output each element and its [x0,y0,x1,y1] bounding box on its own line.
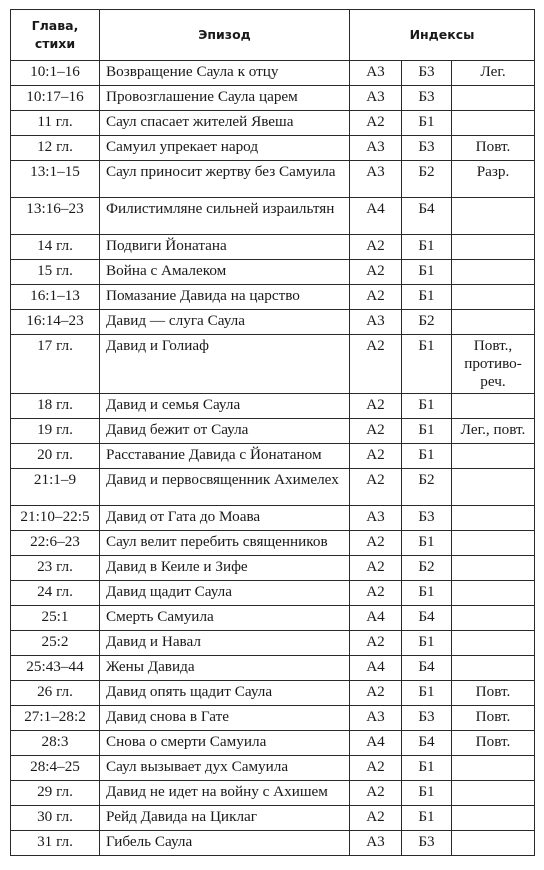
chapter-cell: 12 гл. [11,136,100,161]
table-row [11,394,535,419]
index-b-cell: Б1 [402,235,452,260]
note-cell [452,111,535,136]
chapter-cell: 28:4–25 [11,756,100,781]
index-b-cell: Б2 [402,556,452,581]
index-a-cell: А2 [350,235,402,260]
index-a-cell: А3 [350,831,402,856]
index-a-cell: А3 [350,161,402,198]
note-cell [452,260,535,285]
index-b-cell: Б1 [402,581,452,606]
index-a-cell: А2 [350,631,402,656]
table-row [11,285,535,310]
note-cell: Повт. [452,136,535,161]
chapter-cell: 24 гл. [11,581,100,606]
index-a-cell: А2 [350,260,402,285]
episode-cell: Подвиги Йонатана [100,235,350,260]
index-b-cell: Б1 [402,681,452,706]
index-b-cell: Б1 [402,335,452,394]
episode-cell: Гибель Саула [100,831,350,856]
index-b-cell: Б1 [402,781,452,806]
table-row [11,310,535,335]
episode-cell: Саул приносит жертву без Самуила [100,161,350,198]
column-header-episode: Эпизод [100,10,350,61]
table-row [11,806,535,831]
note-cell [452,581,535,606]
note-cell [452,656,535,681]
index-b-cell: Б1 [402,444,452,469]
table-row [11,161,535,198]
index-b-cell: Б4 [402,606,452,631]
note-cell: Лег. [452,61,535,86]
index-a-cell: А2 [350,781,402,806]
index-b-cell: Б3 [402,506,452,531]
chapter-cell: 25:2 [11,631,100,656]
note-cell [452,506,535,531]
table-row [11,444,535,469]
column-header-indices: Индексы [350,10,535,61]
episode-cell: Саул спасает жителей Явеша [100,111,350,136]
note-cell: Повт. [452,681,535,706]
index-a-cell: А4 [350,198,402,235]
note-cell [452,444,535,469]
chapter-cell: 16:1–13 [11,285,100,310]
note-cell [452,86,535,111]
index-a-cell: А2 [350,469,402,506]
index-a-cell: А3 [350,310,402,335]
table-row [11,61,535,86]
index-b-cell: Б3 [402,706,452,731]
table-row [11,335,535,394]
chapter-cell: 15 гл. [11,260,100,285]
episode-cell: Провозглашение Саула царем [100,86,350,111]
episode-cell: Давид — слуга Саула [100,310,350,335]
table-row [11,419,535,444]
chapter-cell: 22:6–23 [11,531,100,556]
episode-cell: Саул вызывает дух Самуила [100,756,350,781]
chapter-cell: 10:1–16 [11,61,100,86]
index-a-cell: А4 [350,656,402,681]
table-row [11,656,535,681]
chapter-cell: 27:1–28:2 [11,706,100,731]
note-cell [452,469,535,506]
index-a-cell: А3 [350,506,402,531]
episode-cell: Снова о смерти Самуила [100,731,350,756]
episode-cell: Давид опять щадит Саула [100,681,350,706]
episode-cell: Смерть Самуила [100,606,350,631]
index-a-cell: А2 [350,285,402,310]
table-row [11,469,535,506]
index-a-cell: А2 [350,681,402,706]
table-row [11,235,535,260]
note-cell [452,285,535,310]
index-a-cell: А2 [350,111,402,136]
index-a-cell: А2 [350,581,402,606]
chapter-cell: 13:1–15 [11,161,100,198]
index-a-cell: А2 [350,394,402,419]
episode-cell: Давид в Кеиле и Зифе [100,556,350,581]
index-a-cell: А2 [350,806,402,831]
chapter-cell: 20 гл. [11,444,100,469]
episode-cell: Давид не идет на войну с Ахишем [100,781,350,806]
chapter-cell: 10:17–16 [11,86,100,111]
note-cell [452,310,535,335]
episode-cell: Возвращение Саула к отцу [100,61,350,86]
episode-cell: Давид щадит Саула [100,581,350,606]
chapter-cell: 17 гл. [11,335,100,394]
table-row [11,531,535,556]
index-b-cell: Б2 [402,310,452,335]
index-b-cell: Б4 [402,198,452,235]
index-b-cell: Б1 [402,756,452,781]
chapter-cell: 28:3 [11,731,100,756]
table-row [11,606,535,631]
table-row [11,260,535,285]
index-a-cell: А2 [350,444,402,469]
chapter-cell: 21:1–9 [11,469,100,506]
index-b-cell: Б1 [402,394,452,419]
chapter-cell: 26 гл. [11,681,100,706]
index-a-cell: А2 [350,556,402,581]
index-a-cell: А4 [350,731,402,756]
episode-cell: Саул велит перебить священников [100,531,350,556]
episode-cell: Давид от Гата до Моава [100,506,350,531]
episode-cell: Война с Амалеком [100,260,350,285]
note-cell: Разр. [452,161,535,198]
episode-cell: Рейд Давида на Циклаг [100,806,350,831]
index-a-cell: А2 [350,419,402,444]
episode-cell: Помазание Давида на царство [100,285,350,310]
episode-cell: Давид и первосвященник Ахимелех [100,469,350,506]
chapter-cell: 18 гл. [11,394,100,419]
episode-cell: Расставание Давида с Йонатаном [100,444,350,469]
index-a-cell: А3 [350,86,402,111]
chapter-cell: 23 гл. [11,556,100,581]
column-header-chapter: Глава, стихи [11,10,100,61]
index-a-cell: А3 [350,136,402,161]
index-b-cell: Б1 [402,419,452,444]
table-row [11,86,535,111]
episodes-table [10,9,535,856]
table-row [11,731,535,756]
index-b-cell: Б2 [402,469,452,506]
index-b-cell: Б4 [402,656,452,681]
episode-cell: Давид снова в Гате [100,706,350,731]
episode-cell: Давид и семья Саула [100,394,350,419]
note-cell: Лег., повт. [452,419,535,444]
note-cell [452,606,535,631]
index-b-cell: Б1 [402,806,452,831]
note-cell [452,198,535,235]
chapter-cell: 30 гл. [11,806,100,831]
index-a-cell: А2 [350,531,402,556]
episode-cell: Филистимляне сильней израильтян [100,198,350,235]
chapter-cell: 25:43–44 [11,656,100,681]
table-row [11,581,535,606]
index-a-cell: А2 [350,335,402,394]
table-row [11,831,535,856]
chapter-cell: 16:14–23 [11,310,100,335]
chapter-cell: 11 гл. [11,111,100,136]
table-row [11,506,535,531]
table-row [11,681,535,706]
episode-cell: Самуил упрекает народ [100,136,350,161]
note-cell [452,806,535,831]
episode-cell: Давид бежит от Саула [100,419,350,444]
note-cell [452,394,535,419]
chapter-cell: 31 гл. [11,831,100,856]
index-b-cell: Б3 [402,86,452,111]
episode-cell: Давид и Навал [100,631,350,656]
chapter-cell: 13:16–23 [11,198,100,235]
index-a-cell: А4 [350,606,402,631]
index-a-cell: А3 [350,706,402,731]
chapter-cell: 29 гл. [11,781,100,806]
index-b-cell: Б3 [402,831,452,856]
table-row [11,111,535,136]
index-b-cell: Б1 [402,531,452,556]
index-b-cell: Б4 [402,731,452,756]
table-header-row [11,10,535,61]
index-b-cell: Б3 [402,61,452,86]
table-row [11,136,535,161]
episode-cell: Давид и Голиаф [100,335,350,394]
note-cell [452,531,535,556]
note-cell: Повт. [452,731,535,756]
index-b-cell: Б2 [402,161,452,198]
chapter-cell: 19 гл. [11,419,100,444]
table-row [11,631,535,656]
note-cell: Повт. [452,706,535,731]
index-b-cell: Б1 [402,285,452,310]
note-cell: Повт., противо-реч. [452,335,535,394]
index-b-cell: Б1 [402,631,452,656]
chapter-cell: 14 гл. [11,235,100,260]
index-b-cell: Б1 [402,111,452,136]
episode-cell: Жены Давида [100,656,350,681]
index-a-cell: А3 [350,61,402,86]
index-b-cell: Б3 [402,136,452,161]
note-cell [452,781,535,806]
chapter-cell: 25:1 [11,606,100,631]
note-cell [452,831,535,856]
note-cell [452,235,535,260]
note-cell [452,756,535,781]
table-row [11,781,535,806]
table-row [11,198,535,235]
note-cell [452,556,535,581]
chapter-cell: 21:10–22:5 [11,506,100,531]
table-row [11,556,535,581]
index-a-cell: А2 [350,756,402,781]
note-cell [452,631,535,656]
table-row [11,706,535,731]
table-row [11,756,535,781]
index-b-cell: Б1 [402,260,452,285]
